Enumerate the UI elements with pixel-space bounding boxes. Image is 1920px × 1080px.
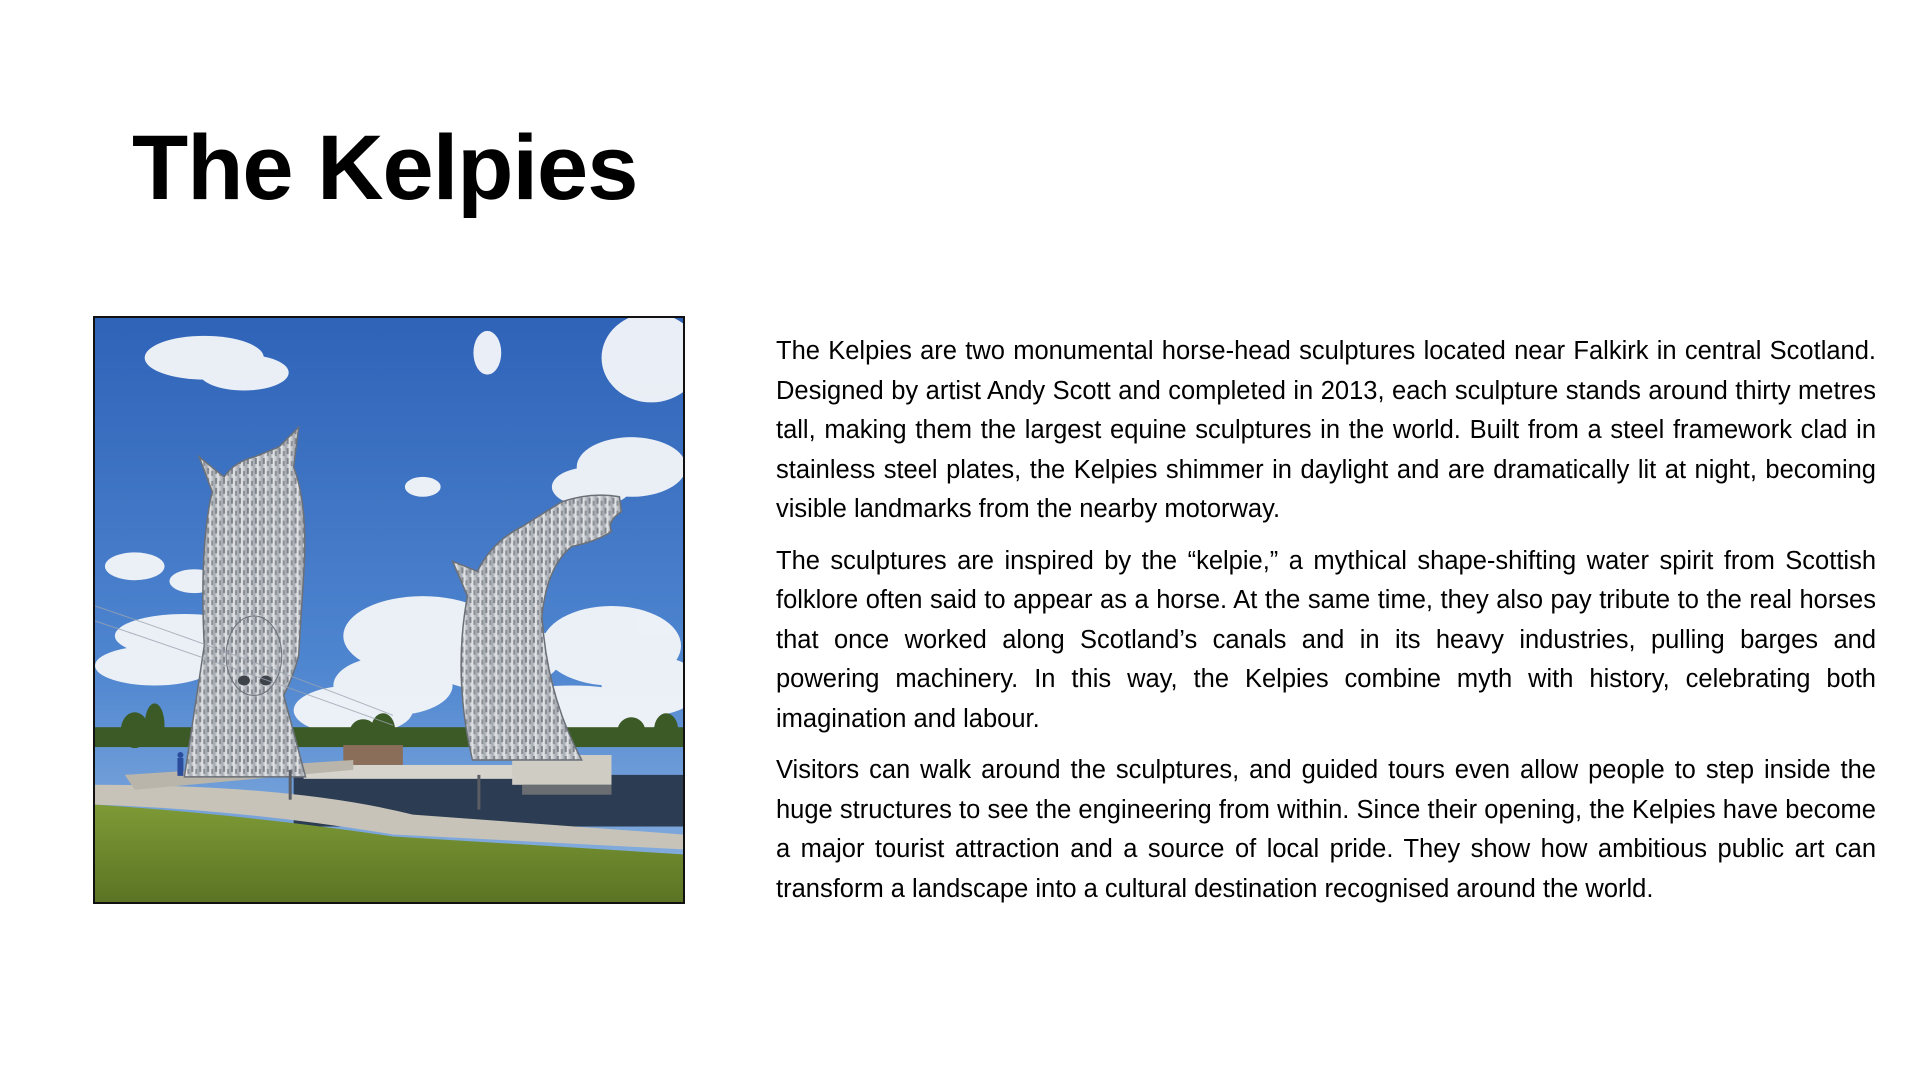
paragraph-2: The sculptures are inspired by the “kelpie,” a mythical shape-shifting water spirit from Scottish folklore often said to appear as a horse. At the same time, they also pay tribute to the real horses that once worked along Scotland’s canals and in its heavy industries, pulling barges and powering machinery. In this way, the Kelpies combine myth with history, celebrating both imagination and labour.: [776, 546, 1876, 733]
body-text: [776, 332, 1876, 921]
kelpies-illustration: [95, 318, 683, 902]
slide-title: The Kelpies: [132, 117, 638, 219]
paragraph-1: The Kelpies are two monumental horse-head sculptures located near Falkirk in central Scotland. Designed by artist Andy Scott and completed in 2013, each sculpture stands around thirty metres tall, making them the largest equine sculptures in the world. Built from a steel framework clad in stainless steel plates, the Kelpies shimmer in daylight and are dramatically lit at night, becoming visible landmarks from the nearby motorway.: [776, 337, 1876, 523]
paragraph-3: Visitors can walk around the sculptures, and guided tours even allow people to step inside the huge structures to see the engineering from within. Since their opening, the Kelpies have become a major tourist attraction and a source of local pride. They show how ambitious public art can transform a landscape into a cultural destination recognised around the world.: [776, 756, 1876, 903]
kelpies-photo: [93, 316, 685, 904]
